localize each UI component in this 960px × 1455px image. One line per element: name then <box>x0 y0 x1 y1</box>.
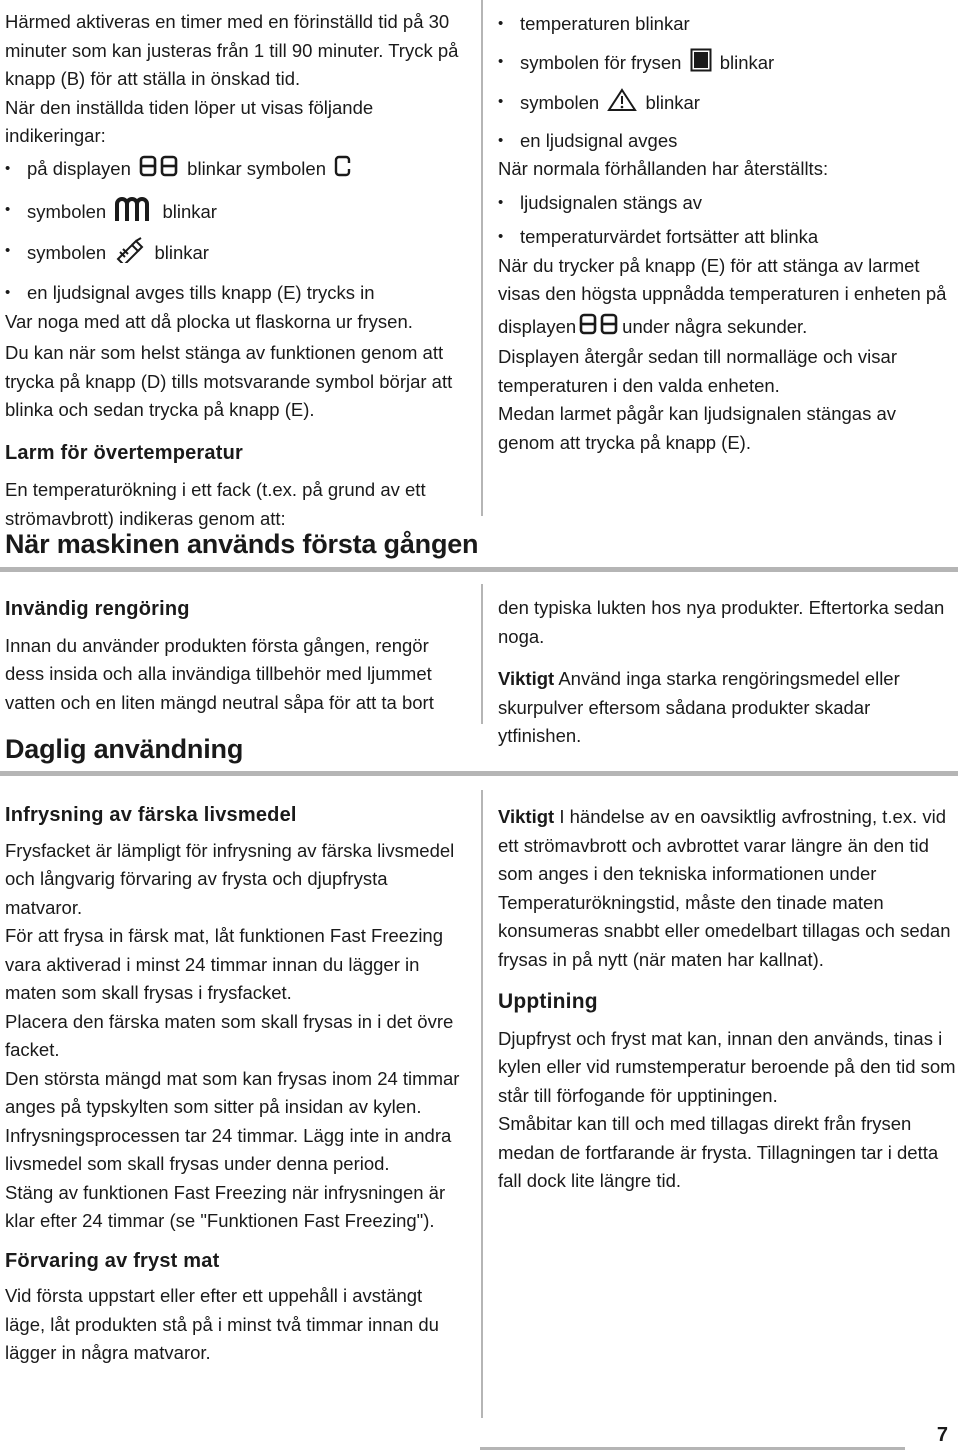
alarm-indications-list <box>498 10 956 155</box>
seven-segment-88-icon <box>579 313 619 344</box>
warning-triangle-icon <box>607 88 637 121</box>
press-display-text: displayen under några sekunder. <box>498 313 956 344</box>
storage-heading: Förvaring av fryst mat <box>5 1249 220 1272</box>
list-item: • symbolen för frysen blinkar <box>498 48 956 81</box>
page-number: 7 <box>936 1424 948 1446</box>
freezing-p1: Frysfacket är lämpligt för infrysning av färska livsmedel och långvarig förvaring av frysta och djupfrysta matvaror. <box>5 839 455 918</box>
list-item: • en ljudsignal avges <box>498 127 956 156</box>
first-use-left-column <box>5 595 467 717</box>
daily-right-column <box>498 803 956 1196</box>
cleaning-text: Innan du använder produkten första gången, rengör dess insida och alla invändiga tillbehör med ljummet vatten och en liten mängd neutral såpa för att ta bort <box>5 634 434 713</box>
section-title-daily: Daglig användning <box>5 734 244 764</box>
restored-list <box>498 189 956 252</box>
thaw-p2: Småbitar kan till och med tillagas direkt från frysen medan de fortfarande är frysta. Tillagningen tar i detta fall dock lite längre tid. <box>498 1113 939 1191</box>
freezing-p6: Stäng av funktionen Fast Freezing när infrysningen är klar efter 24 timmar (se "Funktionen Fast Freezing"). <box>5 1181 446 1231</box>
list-item: • symbolen blinkar <box>5 237 467 272</box>
list-item: • temperaturvärdet fortsätter att blinka <box>498 223 956 252</box>
top-left-column <box>5 8 467 533</box>
larm-text: En temperaturökning i ett fack (t.ex. på grund av ett strömavbrott) indikeras genom att: <box>5 479 426 529</box>
footer-rule <box>480 1447 905 1450</box>
first-use-right-column <box>498 594 956 751</box>
thaw-heading: Upptining <box>498 990 598 1013</box>
alarm-sound-text: Medan larmet pågår kan ljudsignalen stängas av genom att trycka på knapp (E). <box>498 403 896 453</box>
normal-conditions-text: När normala förhållanden har återställts: <box>498 158 829 179</box>
list-item: • på displayen blinkar symbolen <box>5 155 467 186</box>
column-divider-top <box>481 0 483 516</box>
column-divider-first-use <box>481 584 483 724</box>
stop-function-text: Du kan när som helst stänga av funktionen genom att trycka på knapp (D) tills motsvarande symbol börjar att blinka och sedan trycka på knapp (E). <box>5 342 453 420</box>
section-rule-first-use <box>0 567 958 572</box>
timer-running-text: När den inställda tiden löper ut visas följande indikeringar: <box>5 96 374 146</box>
list-item: • en ljudsignal avges tills knapp (E) trycks in <box>5 279 467 308</box>
section-rule-daily <box>0 771 958 776</box>
important-note-cleaning: Viktigt Använd inga starka rengöringsmedel eller skurpulver eftersom sådana produkter skadar ytfinishen. <box>498 668 900 746</box>
press-button-text: När du trycker på knapp (E) för att stänga av larmet visas den högsta uppnådda temperaturen i enheten på <box>498 254 947 304</box>
careful-text: Var noga med att då plocka ut flaskorna ur frysen. <box>5 310 413 332</box>
timer-intro: Härmed aktiveras en timer med en förinställd tid på 30 minuter som kan justeras från 1 till 90 minuter. Tryck på knapp (B) för att ställa in önskad tid. <box>5 11 459 89</box>
seven-segment-88-icon <box>139 155 179 186</box>
list-item: • symbolen blinkar <box>498 88 956 121</box>
section-title-first-use: När maskinen används första gången <box>5 529 479 559</box>
cleaning-continued: den typiska lukten hos nya produkter. Eftertorka sedan noga. <box>498 597 945 647</box>
freezing-p2: För att frysa in färsk mat, låt funktionen Fast Freezing vara aktiverad i minst 24 timmar innan du lägger in maten som skall frysas i frysfacket. <box>5 925 444 1003</box>
column-divider-daily <box>481 790 483 1418</box>
bottle-cooling-icon <box>114 237 146 272</box>
list-item: • symbolen blinkar <box>5 196 467 231</box>
list-item: • temperaturen blinkar <box>498 10 956 39</box>
indications-list <box>5 155 467 308</box>
freezer-icon <box>690 48 712 81</box>
freezing-p5: Infrysningsprocessen tar 24 timmar. Lägg inte in andra livsmedel som skall frysas under denna period. <box>5 1124 452 1174</box>
freezing-p4: Den största mängd mat som kan frysas inom 24 timmar anges på typskylten som sitter på insidan av kylen. <box>5 1067 460 1117</box>
storage-text: Vid första uppstart eller efter ett uppehåll i avstängt läge, låt produkten stå på i minst två timmar innan du lägger in några matvaror. <box>5 1285 439 1363</box>
top-right-column <box>498 10 956 457</box>
return-text: Displayen återgår sedan till normalläge och visar temperaturen i den valda enheten. <box>498 346 897 396</box>
segment-zero-icon <box>334 155 352 186</box>
minute-m-icon <box>114 196 154 231</box>
larm-heading: Larm för övertemperatur <box>5 441 243 464</box>
daily-left-column <box>5 801 467 1368</box>
thaw-p1: Djupfryst och fryst mat kan, innan den används, tinas i kylen eller vid rumstemperatur beroende på den tid som står till förfogande för upptiningen. <box>498 1027 956 1106</box>
freezing-p3: Placera den färska maten som skall frysas in i det övre facket. <box>5 1010 454 1060</box>
freezing-heading: Infrysning av färska livsmedel <box>5 804 297 826</box>
list-item: • ljudsignalen stängs av <box>498 189 956 218</box>
cleaning-heading: Invändig rengöring <box>5 598 190 620</box>
important-note-thaw: Viktigt I händelse av en oavsiktlig avfrostning, t.ex. vid ett strömavbrott och avbrottet varar längre än den tid som anges i den tekniska informationen under Temperaturökningstid, måste den tinade maten konsumeras snabbt eller omedelbart tillagas och sedan frysas in på nytt (när maten har kallnat). <box>498 806 951 970</box>
